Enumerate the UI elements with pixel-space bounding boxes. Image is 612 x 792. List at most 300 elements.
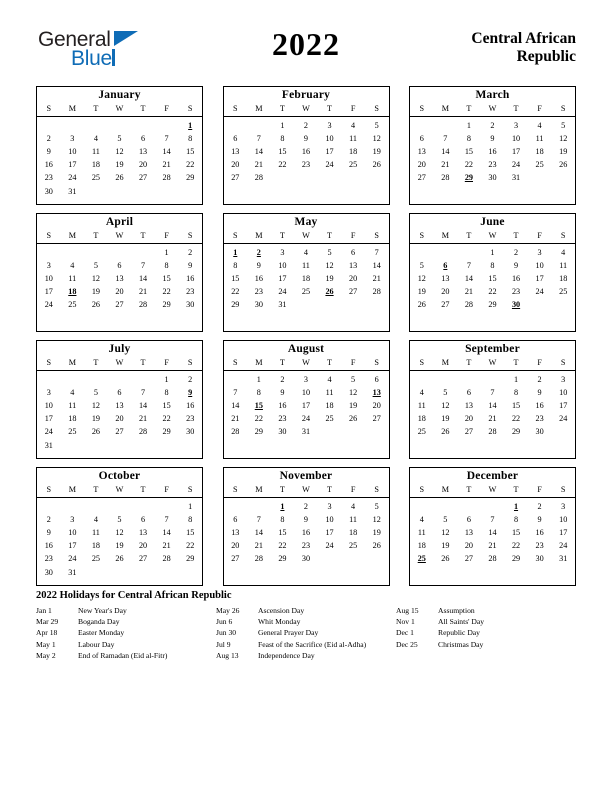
day-cell: 18 <box>559 273 568 283</box>
day-cell: 22 <box>254 414 263 424</box>
week-row <box>410 526 575 539</box>
day-cell: 25 <box>559 287 568 297</box>
day-cell: 7 <box>140 260 146 270</box>
weekday-header: M <box>68 484 76 494</box>
day-cell: 23 <box>186 287 195 297</box>
day-cell: 21 <box>162 160 171 170</box>
weekday-header: S <box>187 357 193 367</box>
day-cell: 14 <box>138 400 148 410</box>
day-cell: 8 <box>188 133 193 143</box>
month-day-grid <box>37 102 202 198</box>
day-cell: 9 <box>513 260 519 270</box>
day-cell: 22 <box>162 287 171 297</box>
day-cell-holiday: 1 <box>188 120 193 130</box>
day-cell: 3 <box>561 374 566 384</box>
week-row <box>410 132 575 145</box>
day-cell: 4 <box>537 120 542 130</box>
day-cell: 17 <box>325 146 334 156</box>
day-cell: 13 <box>464 527 473 537</box>
day-cell: 24 <box>278 287 287 297</box>
weekday-header-row <box>37 483 202 498</box>
day-cell: 15 <box>511 527 521 537</box>
day-cell: 8 <box>256 387 261 397</box>
page-title-country <box>356 30 576 66</box>
day-cell: 3 <box>513 120 519 130</box>
month-block-september <box>409 340 576 459</box>
day-cell-empty <box>178 565 202 578</box>
day-cell-empty <box>294 298 318 311</box>
day-cell: 6 <box>466 514 471 524</box>
legend-item-date: Jul 9 <box>216 639 231 649</box>
month-name: June <box>480 216 505 228</box>
week-row <box>410 259 575 272</box>
day-cell: 4 <box>351 501 356 511</box>
weekday-header: S <box>560 357 566 367</box>
day-cell: 17 <box>278 273 287 283</box>
week-row <box>37 386 202 399</box>
week-row <box>224 425 389 438</box>
day-cell: 20 <box>138 160 148 170</box>
legend-item <box>216 616 396 627</box>
day-cell: 25 <box>301 287 311 297</box>
day-cell: 19 <box>372 527 381 537</box>
day-cell: 16 <box>44 160 53 170</box>
day-cell-holiday: 18 <box>68 287 77 297</box>
day-cell: 19 <box>115 160 124 170</box>
legend-item <box>36 605 216 616</box>
day-cell: 2 <box>513 247 519 257</box>
weekday-header: S <box>419 484 425 494</box>
day-cell-holiday: 29 <box>464 173 473 183</box>
day-cell: 9 <box>280 387 285 397</box>
day-cell-empty <box>61 371 85 386</box>
day-cell: 21 <box>488 541 497 551</box>
day-cell: 20 <box>464 541 473 551</box>
day-cell: 2 <box>188 374 193 384</box>
day-cell: 16 <box>511 273 521 283</box>
day-cell: 24 <box>44 300 53 310</box>
day-cell: 12 <box>372 133 381 143</box>
week-row <box>410 425 575 438</box>
day-cell-holiday: 13 <box>372 387 381 397</box>
page-title-year: 2022 <box>272 26 340 62</box>
weekday-header: T <box>327 230 333 240</box>
legend-column <box>216 605 396 661</box>
day-cell-empty <box>84 498 108 513</box>
day-cell: 23 <box>278 414 287 424</box>
day-cell: 9 <box>303 133 309 143</box>
day-cell-empty <box>84 371 108 386</box>
day-cell-empty <box>37 498 61 513</box>
month-block-june <box>409 213 576 332</box>
day-cell: 10 <box>559 387 568 397</box>
weekday-header: T <box>327 103 333 113</box>
day-cell: 6 <box>117 387 122 397</box>
day-cell-empty <box>131 184 155 197</box>
weekday-header-row <box>37 102 202 117</box>
month-day-grid <box>224 102 389 184</box>
month-day-grid <box>410 102 575 184</box>
legend-column <box>396 605 576 661</box>
day-cell: 12 <box>441 400 450 410</box>
weekday-header: M <box>441 230 449 240</box>
day-cell: 5 <box>93 260 98 270</box>
week-row <box>410 386 575 399</box>
day-cell: 14 <box>254 146 263 156</box>
day-cell: 15 <box>511 400 521 410</box>
week-row <box>410 244 575 259</box>
day-cell: 19 <box>349 400 358 410</box>
day-cell: 3 <box>46 387 51 397</box>
day-cell-empty <box>457 244 481 259</box>
weekday-header: M <box>255 103 263 113</box>
day-cell: 30 <box>254 300 263 310</box>
week-row <box>37 438 202 451</box>
day-cell: 7 <box>256 514 261 524</box>
weekday-header: S <box>233 103 238 113</box>
legend-title: 2022 Holidays for Central African Republic <box>36 590 232 601</box>
day-cell: 8 <box>280 514 285 524</box>
day-cell: 21 <box>254 160 263 170</box>
day-cell: 13 <box>441 273 450 283</box>
month-day-grid <box>224 356 389 438</box>
weekday-header: F <box>537 103 542 113</box>
legend-item <box>216 650 396 661</box>
day-cell: 7 <box>466 260 471 270</box>
weekday-header: S <box>46 103 52 113</box>
day-cell-empty <box>365 171 389 184</box>
day-cell: 6 <box>117 260 122 270</box>
day-cell: 18 <box>349 146 358 156</box>
day-cell: 19 <box>441 414 450 424</box>
weekday-header: M <box>68 357 76 367</box>
day-cell: 4 <box>93 514 98 524</box>
week-row <box>37 513 202 526</box>
day-cell: 26 <box>372 541 381 551</box>
weekday-header: M <box>441 357 449 367</box>
day-cell-empty <box>318 425 342 438</box>
day-cell-empty <box>108 438 132 451</box>
week-row <box>37 498 202 513</box>
day-cell: 26 <box>91 427 100 437</box>
day-cell: 6 <box>419 133 424 143</box>
day-cell: 29 <box>278 554 287 564</box>
day-cell: 16 <box>535 527 544 537</box>
day-cell: 11 <box>325 387 334 397</box>
legend-item-date: May 2 <box>36 650 56 660</box>
day-cell: 23 <box>511 287 521 297</box>
day-cell: 22 <box>511 414 521 424</box>
day-cell: 29 <box>162 427 171 437</box>
month-name: July <box>108 343 131 355</box>
day-cell: 14 <box>372 260 381 270</box>
weekday-header-row <box>410 102 575 117</box>
day-cell-empty <box>131 438 155 451</box>
day-cell: 21 <box>231 414 240 424</box>
day-cell: 28 <box>441 173 450 183</box>
day-cell: 17 <box>44 414 53 424</box>
weekday-header: M <box>68 103 76 113</box>
weekday-header: M <box>68 230 76 240</box>
legend-item-date: Jan 1 <box>36 606 52 615</box>
day-cell: 10 <box>68 527 77 537</box>
day-cell: 3 <box>561 501 566 511</box>
day-cell-empty <box>434 244 458 259</box>
week-row <box>410 298 575 311</box>
day-cell: 26 <box>91 300 100 310</box>
week-row <box>224 298 389 311</box>
day-cell: 24 <box>325 160 334 170</box>
day-cell: 30 <box>44 186 53 196</box>
day-cell: 23 <box>44 554 53 564</box>
day-cell-empty <box>551 171 575 184</box>
day-cell: 8 <box>280 133 285 143</box>
day-cell: 26 <box>349 414 358 424</box>
day-cell-empty <box>108 117 132 132</box>
month-day-grid <box>410 229 575 311</box>
weekday-header: W <box>115 103 124 113</box>
day-cell: 27 <box>349 287 358 297</box>
day-cell: 15 <box>186 146 195 156</box>
day-cell: 27 <box>464 427 473 437</box>
day-cell: 27 <box>441 300 450 310</box>
legend-item <box>36 627 216 638</box>
weekday-header: T <box>140 484 146 494</box>
holiday-legend <box>36 590 576 661</box>
week-row <box>224 539 389 552</box>
day-cell-empty <box>37 371 61 386</box>
weekday-header-row <box>224 102 389 117</box>
week-row <box>410 399 575 412</box>
day-cell: 11 <box>559 260 568 270</box>
day-cell: 29 <box>186 554 195 564</box>
day-cell-empty <box>108 184 132 197</box>
day-cell: 15 <box>162 273 171 283</box>
day-cell: 14 <box>464 273 473 283</box>
day-cell-holiday: 2 <box>256 247 261 257</box>
week-row <box>410 539 575 552</box>
day-cell: 15 <box>488 273 497 283</box>
day-cell-empty <box>224 117 248 132</box>
day-cell: 19 <box>559 146 568 156</box>
day-cell: 5 <box>419 260 424 270</box>
day-cell: 19 <box>91 414 100 424</box>
day-cell-empty <box>457 498 481 513</box>
week-row <box>37 259 202 272</box>
day-cell: 21 <box>254 541 263 551</box>
week-row <box>224 171 389 184</box>
week-row <box>224 498 389 513</box>
week-row <box>224 412 389 425</box>
day-cell: 24 <box>325 541 334 551</box>
day-cell: 16 <box>301 146 311 156</box>
day-cell: 14 <box>162 146 171 156</box>
day-cell: 17 <box>511 146 521 156</box>
day-cell: 7 <box>140 387 146 397</box>
day-cell: 5 <box>117 133 122 143</box>
weekday-header: T <box>513 230 519 240</box>
weekday-header: T <box>279 357 285 367</box>
day-cell: 16 <box>301 527 311 537</box>
legend-item <box>36 616 216 627</box>
week-row <box>37 371 202 386</box>
month-block-january <box>36 86 203 205</box>
day-cell: 28 <box>488 427 497 437</box>
day-cell: 16 <box>278 400 287 410</box>
weekday-header: S <box>374 230 379 240</box>
day-cell: 22 <box>488 287 497 297</box>
legend-item-label: End of Ramadan (Eid al-Fitr) <box>78 650 168 660</box>
day-cell: 18 <box>417 414 426 424</box>
day-cell: 19 <box>417 287 426 297</box>
weekday-header: T <box>513 103 519 113</box>
week-row <box>37 298 202 311</box>
weekday-header: W <box>488 103 497 113</box>
day-cell: 11 <box>68 400 77 410</box>
day-cell-empty <box>155 184 179 197</box>
day-cell-empty <box>155 438 179 451</box>
day-cell: 8 <box>164 260 169 270</box>
day-cell: 20 <box>115 414 124 424</box>
day-cell: 16 <box>186 400 195 410</box>
day-cell: 5 <box>327 247 332 257</box>
day-cell: 7 <box>256 133 261 143</box>
month-block-december <box>409 467 576 586</box>
week-row <box>410 371 575 386</box>
month-name: September <box>465 343 520 355</box>
week-row <box>224 259 389 272</box>
day-cell: 25 <box>325 414 334 424</box>
day-cell: 13 <box>231 146 240 156</box>
week-row <box>37 244 202 259</box>
legend-item-date: Dec 25 <box>396 639 418 649</box>
day-cell-empty <box>178 184 202 197</box>
legend-item <box>36 650 216 661</box>
day-cell: 30 <box>301 554 311 564</box>
day-cell: 13 <box>349 260 358 270</box>
day-cell: 25 <box>349 160 358 170</box>
day-cell: 25 <box>417 427 426 437</box>
week-row <box>224 117 389 132</box>
day-cell: 31 <box>511 173 521 183</box>
weekday-header: F <box>164 230 169 240</box>
week-row <box>37 565 202 578</box>
weekday-header: W <box>115 484 124 494</box>
day-cell: 25 <box>349 541 358 551</box>
day-cell-empty <box>410 244 434 259</box>
day-cell: 26 <box>441 554 450 564</box>
legend-columns <box>36 605 576 661</box>
legend-item-date: Dec 1 <box>396 628 414 638</box>
day-cell-empty <box>155 498 179 513</box>
month-name: February <box>281 89 331 101</box>
month-block-march <box>409 86 576 205</box>
day-cell: 29 <box>254 427 263 437</box>
day-cell-empty <box>318 552 342 565</box>
day-cell: 18 <box>349 527 358 537</box>
month-day-grid <box>224 229 389 311</box>
day-cell-empty <box>84 244 108 259</box>
weekday-header-row <box>37 356 202 371</box>
legend-item-date: May 1 <box>36 639 56 649</box>
day-cell: 24 <box>68 173 77 183</box>
day-cell: 18 <box>91 160 100 170</box>
day-cell: 10 <box>325 133 334 143</box>
weekday-header: S <box>187 103 193 113</box>
day-cell: 15 <box>162 400 171 410</box>
day-cell-empty <box>108 565 132 578</box>
day-cell: 7 <box>164 514 169 524</box>
weekday-header: T <box>93 230 99 240</box>
weekday-header: F <box>164 103 169 113</box>
weekday-header: T <box>327 484 333 494</box>
day-cell: 21 <box>372 273 381 283</box>
day-cell: 23 <box>535 414 544 424</box>
day-cell: 23 <box>254 287 263 297</box>
legend-item-label: Republic Day <box>438 628 480 638</box>
day-cell: 3 <box>327 120 332 130</box>
day-cell: 11 <box>417 527 426 537</box>
day-cell-empty <box>410 117 434 132</box>
day-cell: 17 <box>535 273 544 283</box>
day-cell-empty <box>341 425 365 438</box>
day-cell: 4 <box>93 133 98 143</box>
day-cell: 8 <box>233 260 238 270</box>
legend-item-label: Feast of the Sacrifice (Eid al-Adha) <box>258 639 367 649</box>
week-row <box>37 158 202 171</box>
day-cell: 16 <box>488 146 497 156</box>
day-cell: 1 <box>490 247 495 257</box>
week-row <box>224 513 389 526</box>
month-block-july <box>36 340 203 459</box>
day-cell-empty <box>318 171 342 184</box>
day-cell: 14 <box>488 527 497 537</box>
legend-item-label: Assumption <box>438 606 475 615</box>
day-cell: 20 <box>115 287 124 297</box>
weekday-header: T <box>93 103 99 113</box>
day-cell-empty <box>61 117 85 132</box>
weekday-header: T <box>466 484 472 494</box>
day-cell: 11 <box>417 400 426 410</box>
day-cell-empty <box>434 117 458 132</box>
weekday-header: M <box>441 103 449 113</box>
day-cell: 24 <box>68 554 77 564</box>
day-cell-holiday: 1 <box>280 501 285 511</box>
day-cell: 19 <box>325 273 334 283</box>
day-cell: 13 <box>417 146 426 156</box>
week-row <box>37 425 202 438</box>
weekday-header: W <box>488 357 497 367</box>
day-cell: 14 <box>441 146 450 156</box>
day-cell: 4 <box>303 247 309 257</box>
day-cell: 21 <box>441 160 450 170</box>
weekday-header: S <box>560 484 566 494</box>
week-row <box>410 513 575 526</box>
day-cell-empty <box>84 438 108 451</box>
day-cell: 6 <box>233 133 238 143</box>
day-cell-empty <box>247 498 271 513</box>
weekday-header: S <box>46 230 52 240</box>
day-cell: 30 <box>535 427 544 437</box>
day-cell: 24 <box>559 541 568 551</box>
day-cell: 29 <box>162 300 171 310</box>
day-cell: 8 <box>164 387 169 397</box>
weekday-header-row <box>224 483 389 498</box>
week-row <box>224 244 389 259</box>
weekday-header: F <box>537 484 542 494</box>
weekday-header: S <box>419 357 425 367</box>
weekday-header: S <box>233 230 238 240</box>
